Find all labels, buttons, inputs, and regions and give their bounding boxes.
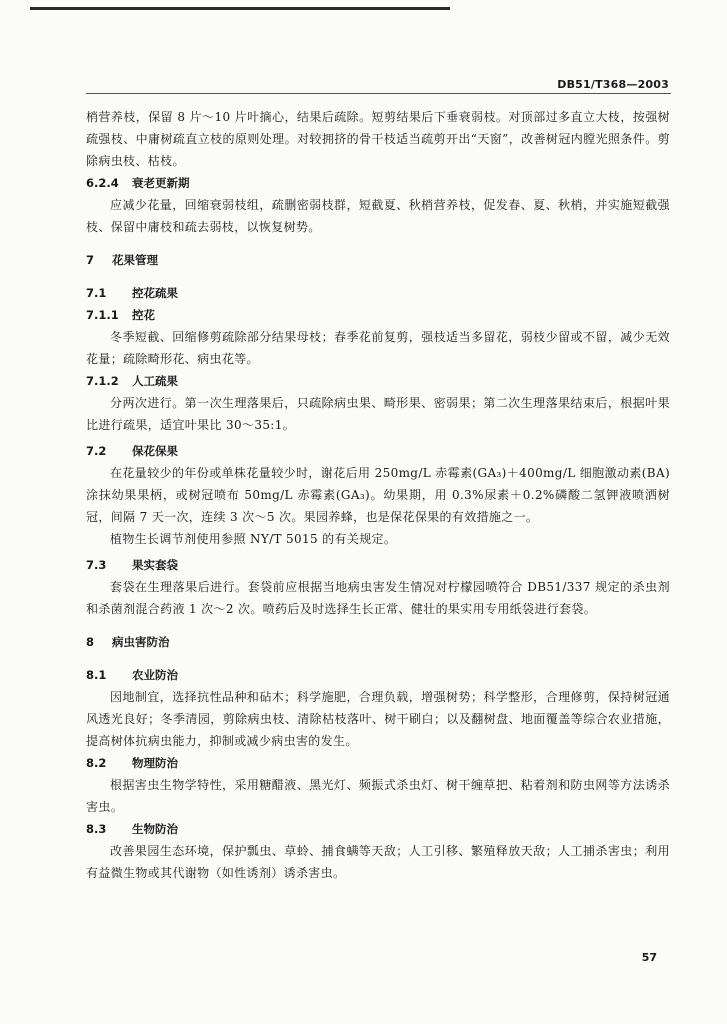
paragraph-8-2: 根据害虫生物学特性，采用糖醋液、黑光灯、频振式杀虫灯、树干缠草把、粘着剂和防虫网等方法诱杀害虫。 <box>86 778 670 814</box>
heading-title: 控花疏果 <box>132 286 178 300</box>
heading-8 <box>86 631 670 653</box>
paragraph-7-2-a: 在花量较少的年份或单株花量较少时，谢花后用 250mg/L 赤霉素(GA₃)＋400mg/L 细胞激动素(BA)涂抹幼果果柄，或树冠喷布 50mg/L 赤霉素(GA₃)。幼果期，用 0.3%尿素＋0.2%磷酸二氢钾液喷洒树冠，间隔 7 天一次，连续 3 次～5 次。果园养蜂，也是保花保果的有效措施之一。 <box>86 466 670 524</box>
heading-7-2 <box>86 440 670 462</box>
heading-7-1-2 <box>86 370 670 392</box>
heading-title: 生物防治 <box>132 822 178 836</box>
paragraph-8-3: 改善果园生态环境，保护瓢虫、草蛉、捕食螨等天敌；人工引移、繁殖释放天敌；人工捕杀害虫；利用有益微生物或其代谢物（如性诱剂）诱杀害虫。 <box>86 844 670 880</box>
heading-title: 保花保果 <box>132 444 178 458</box>
heading-number: 8.1 <box>86 668 107 682</box>
heading-8-1 <box>86 664 670 686</box>
heading-number: 8.3 <box>86 822 107 836</box>
heading-title: 物理防治 <box>132 756 178 770</box>
heading-7-1 <box>86 282 670 304</box>
heading-7-1-1 <box>86 304 670 326</box>
heading-number: 7.2 <box>86 444 107 458</box>
heading-title: 衰老更新期 <box>132 176 190 190</box>
heading-number: 7 <box>86 253 95 267</box>
heading-number: 8.2 <box>86 756 107 770</box>
heading-title: 农业防治 <box>132 668 178 682</box>
heading-title: 病虫害防治 <box>112 635 170 649</box>
paragraph-7-3: 套袋在生理落果后进行。套袋前应根据当地病虫害发生情况对柠檬园喷符合 DB51/337 规定的杀虫剂和杀菌剂混合药液 1 次～2 次。喷药后及时选择生长正常、健壮的果实用专用纸袋进行套袋。 <box>86 580 670 616</box>
standard-number: DB51/T368—2003 <box>557 78 669 91</box>
heading-8-3 <box>86 818 670 840</box>
paragraph-continued: 梢营养枝，保留 8 片～10 片叶摘心，结果后疏除。短剪结果后下垂衰弱枝。对顶部过多直立大枝，按强树疏强枝、中庸树疏直立枝的原则处理。对较拥挤的骨干枝适当疏剪开出“天窗”，改善树冠内膛光照条件。剪除病虫枝、枯枝。 <box>86 110 670 168</box>
document-body <box>86 106 670 884</box>
heading-number: 7.1.2 <box>86 374 119 388</box>
paragraph-6-2-4: 应减少花量，回缩衰弱枝组，疏删密弱枝群，短截夏、秋梢营养枝，促发春、夏、秋梢，并实施短截强枝、保留中庸枝和疏去弱枝，以恢复树势。 <box>86 198 670 234</box>
paragraph-7-2-b: 植物生长调节剂使用参照 NY/T 5015 的有关规定。 <box>110 532 397 546</box>
heading-8-2 <box>86 752 670 774</box>
heading-7 <box>86 249 670 271</box>
heading-7-3 <box>86 554 670 576</box>
scan-edge-line <box>30 7 450 10</box>
heading-number: 7.1 <box>86 286 107 300</box>
heading-title: 花果管理 <box>112 253 158 267</box>
heading-title: 人工疏果 <box>132 374 178 388</box>
heading-number: 6.2.4 <box>86 176 119 190</box>
heading-number: 8 <box>86 635 95 649</box>
heading-6-2-4 <box>86 172 670 194</box>
paragraph-7-1-2: 分两次进行。第一次生理落果后，只疏除病虫果、畸形果、密弱果；第二次生理落果结束后，根据叶果比进行疏果，适宜叶果比 30～35:1。 <box>86 396 670 432</box>
heading-number: 7.3 <box>86 558 107 572</box>
page-number: 57 <box>641 951 657 964</box>
heading-number: 7.1.1 <box>86 308 119 322</box>
heading-title: 控花 <box>132 308 155 322</box>
paragraph-8-1: 因地制宜，选择抗性品种和砧木；科学施肥，合理负载，增强树势；科学整形，合理修剪，保持树冠通风透光良好；冬季清园，剪除病虫枝、清除枯枝落叶、树干刷白；以及翻树盘、地面覆盖等综合农业措施，提高树体抗病虫能力，抑制或减少病虫害的发生。 <box>86 690 670 748</box>
heading-title: 果实套袋 <box>132 558 178 572</box>
paragraph-7-1-1: 冬季短截、回缩修剪疏除部分结果母枝；春季花前复剪，强枝适当多留花，弱枝少留或不留，减少无效花量；疏除畸形花、病虫花等。 <box>86 330 670 366</box>
header-divider <box>86 93 671 94</box>
